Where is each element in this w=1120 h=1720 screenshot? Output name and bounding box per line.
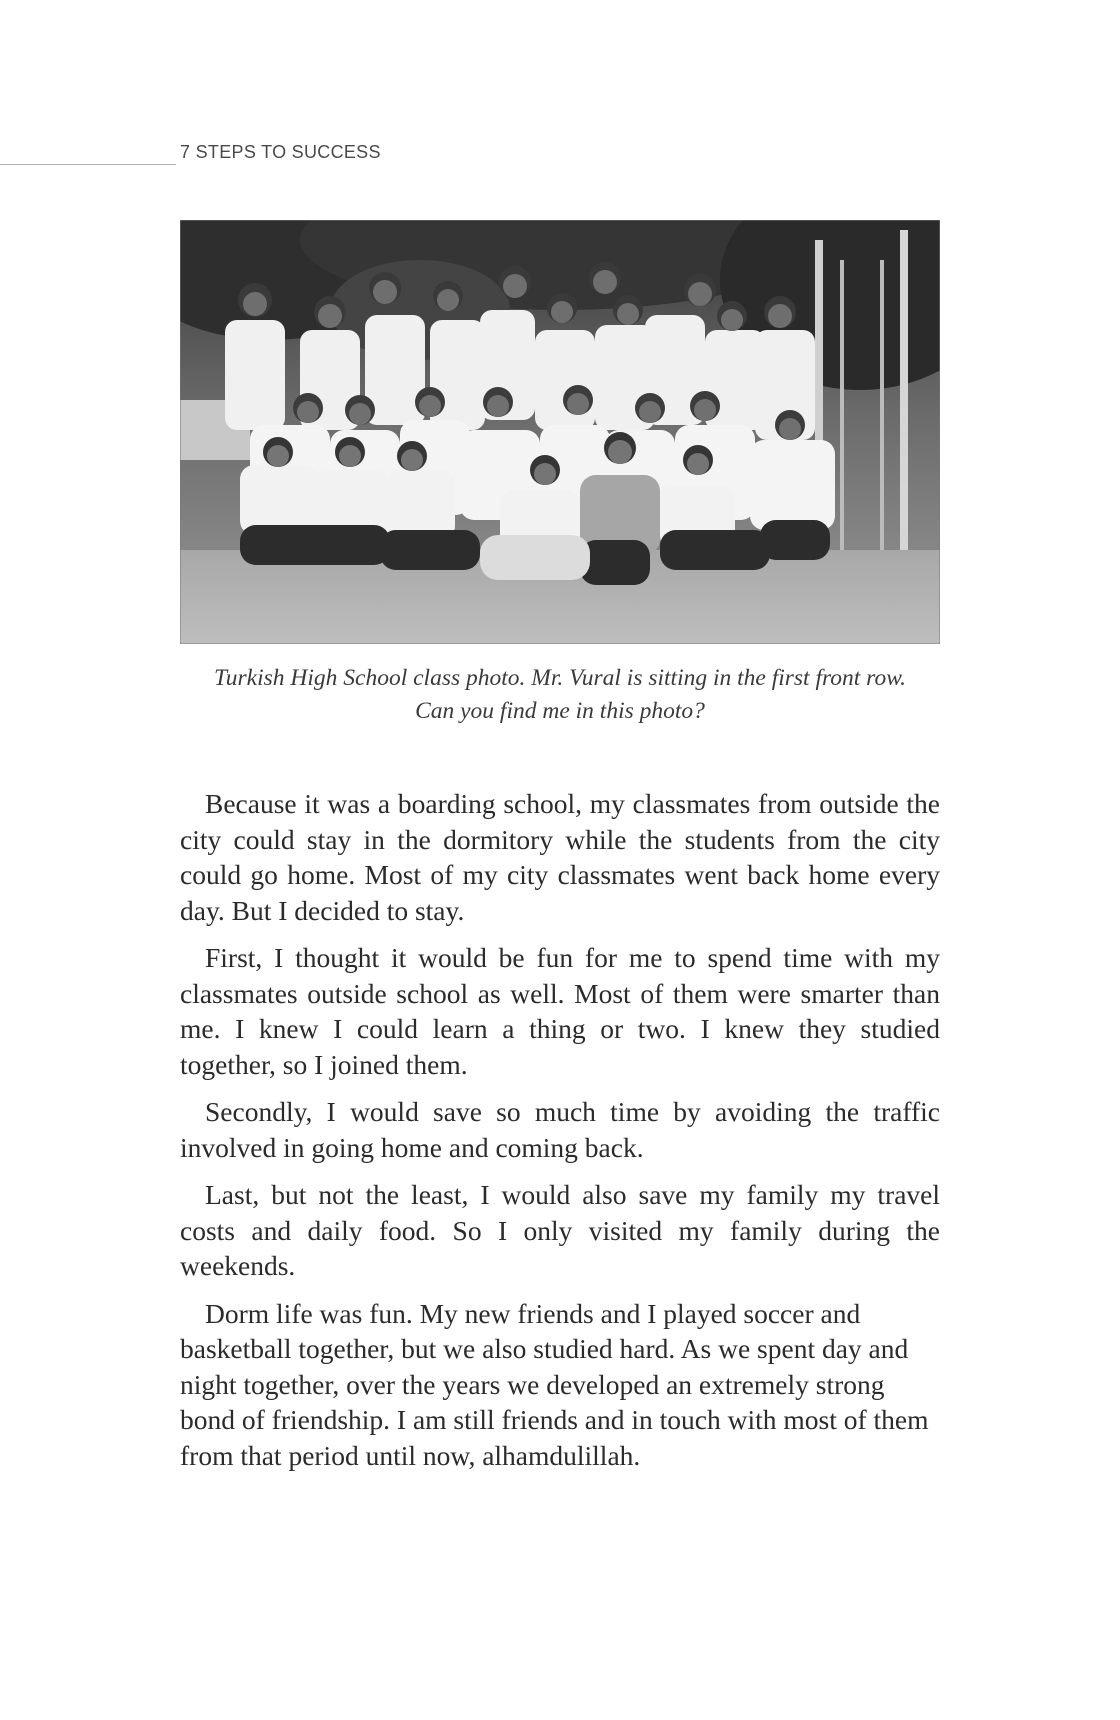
body-text: [180, 786, 940, 1485]
running-header: 7 STEPS TO SUCCESS: [180, 142, 381, 162]
paragraph-first-reason: First, I thought it would be fun for me to spend time with my classmates outside school as well. Most of them were smarter than me. I knew I could learn a thing or two. I knew they studied together, so I joined them.: [180, 942, 940, 1080]
header-rule: [0, 164, 176, 165]
paragraph-dorm-life: Dorm life was fun. My new friends and I played soccer and basketball together, but we also studied hard. As we spent day and night together, over the years we developed an extremely strong bond of friendship. I am still friends and in touch with most of them from that period until now, alhamdulillah.: [180, 1297, 929, 1471]
caption-line-2: Can you find me in this photo?: [415, 698, 705, 724]
paragraph-boarding: Because it was a boarding school, my classmates from outside the city could stay in the dormitory while the students from the city could go home. Most of my city classmates went back home every day. But I decided to stay.: [180, 788, 940, 926]
paragraph-last-reason: Last, but not the least, I would also save my family my travel costs and daily food. So I only visited my family during the weekends.: [180, 1179, 940, 1281]
paragraph-second-reason: Secondly, I would save so much time by avoiding the traffic involved in going home and coming back.: [180, 1096, 940, 1163]
caption-line-1: Turkish High School class photo. Mr. Vural is sitting in the first front row.: [214, 665, 906, 691]
photo-caption: [180, 662, 940, 728]
class-photo: [180, 220, 940, 644]
